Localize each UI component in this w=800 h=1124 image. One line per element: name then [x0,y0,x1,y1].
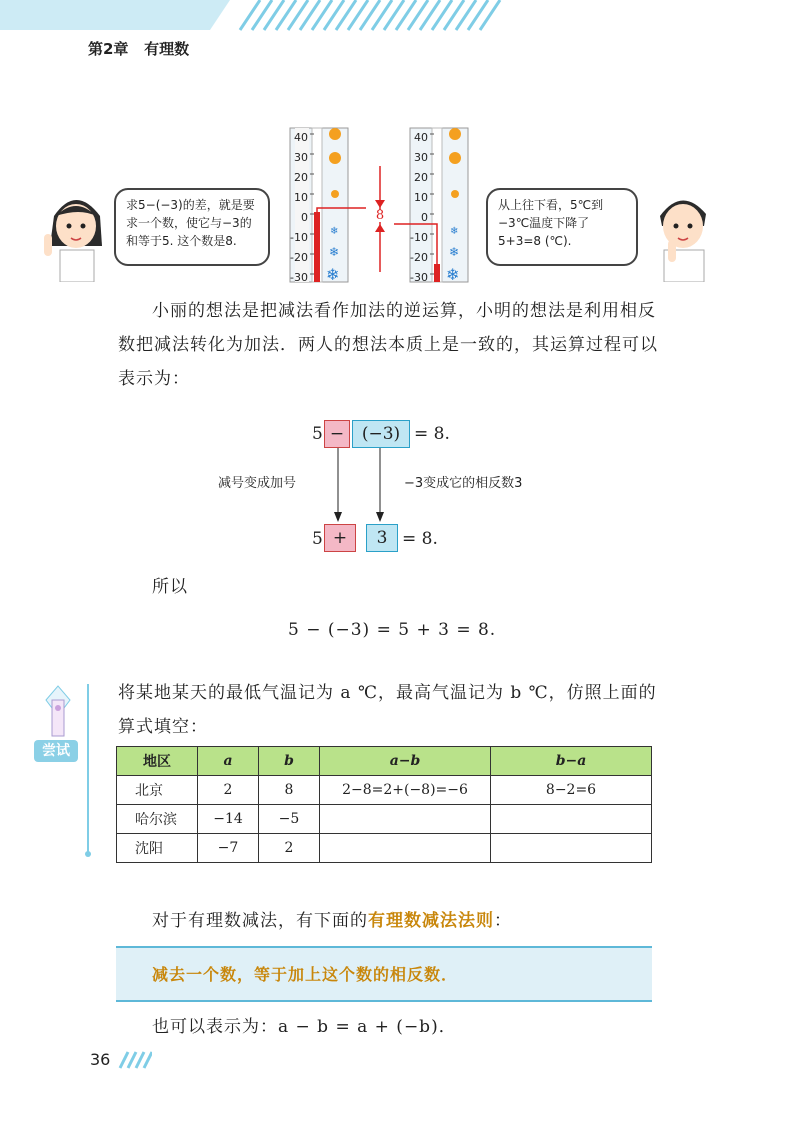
column-header: 地区 [117,747,198,776]
header-decoration [0,0,800,32]
rule-intro [152,904,662,938]
boy-avatar [646,186,720,282]
try-badge: 尝试 [34,740,78,762]
table-cell-blank[interactable] [320,834,491,863]
diagram-bottom-result: = 8. [402,529,438,549]
speech-bubble-girl [114,188,270,266]
table-cell-blank[interactable] [320,805,491,834]
scale-label: 20 [294,171,308,184]
table-row [117,805,652,834]
chapter-number: 第2章 [88,40,129,58]
scale-label: 0 [421,211,428,224]
scale-label: -20 [410,251,428,264]
chapter-title: 有理数 [144,40,190,58]
diagram-arrows [330,446,390,524]
diagram-bottom-five: 5 [312,529,323,549]
scale-label: 30 [294,151,308,164]
try-instruction: 将某地某天的最低气温记为 a ℃，最高气温记为 b ℃，仿照上面的算式填空： [118,683,657,737]
table-row [117,834,652,863]
scale-label: -10 [410,231,428,244]
snowflake-icon: ❄ [329,245,340,259]
paragraph-explanation: 小丽的想法是把减法看作加法的逆运算，小明的想法是利用相反数把减法转化为加法．两人的想法本质上是一致的，其运算过程可以表示为： [118,301,658,389]
rule-intro-suffix: ： [494,911,512,931]
thermometers [280,126,480,286]
page-number-stripes [118,1050,152,1070]
girl-avatar [40,186,112,282]
sun-icon [329,152,341,164]
bubble-text-boy: 从上往下看，5℃到−3℃温度下降了5+3=8 (℃). [498,198,604,248]
scale-label: -30 [410,271,428,284]
speech-bubble-boy [486,188,638,266]
table-cell: −14 [198,805,259,834]
scale-label: -20 [290,251,308,264]
bubble-text-girl: 求5−(−3)的差，就是要求一个数，使它与−3的和等于5. 这个数是8. [126,198,255,248]
scale-label: -30 [290,271,308,284]
page-number: 36 [90,1050,111,1069]
thermometer-illustration [280,126,480,286]
table-cell: −5 [259,805,320,834]
table-cell: 8 [259,776,320,805]
diagram-top-result: = 8. [414,424,450,444]
table-cell: 8−2=6 [491,776,652,805]
diagram-bottom-operand: 3 [366,524,398,552]
table-cell-blank[interactable] [491,834,652,863]
diagram-top-five: 5 [312,424,323,444]
gap-label: 8 [375,208,385,223]
column-header: a [198,747,259,776]
snowflake-icon: ❄ [450,226,459,237]
scale-labels-right [404,128,428,288]
snowflake-icon: ❄ [330,226,339,237]
column-header: a−b [320,747,491,776]
scale-label: -10 [290,231,308,244]
rule-intro-prefix: 对于有理数减法，有下面的 [152,911,368,931]
rule-text: 减去一个数，等于加上这个数的相反数． [152,965,459,984]
rule-name: 有理数减法法则 [368,911,494,931]
scale-label: 30 [414,151,428,164]
formula-line: 也可以表示为：a − b = a + (−b)． [152,1017,457,1037]
diagram-top-op: − [324,420,350,448]
sun-icon [329,128,341,140]
table-cell: −7 [198,834,259,863]
diagram-top-operand: (−3) [352,420,410,448]
scale-label: 10 [294,191,308,204]
snowflake-icon: ❄ [446,265,460,284]
try-side-decoration [26,680,96,860]
table-row [117,776,652,805]
scale-label: 40 [294,131,308,144]
sun-icon [331,190,339,198]
sun-icon [449,128,461,140]
chapter-header [88,38,189,59]
scale-label: 40 [414,131,428,144]
so-equation: 5 − (−3) = 5 + 3 = 8. [288,620,497,640]
diagram-bottom-op: + [324,524,356,552]
table-cell: 哈尔滨 [117,805,198,834]
scale-labels-left [284,128,308,288]
sun-icon [451,190,459,198]
table-cell: 2 [259,834,320,863]
diagram-right-note: −3变成它的相反数3 [404,476,523,491]
scale-label: 0 [301,211,308,224]
column-header: b−a [491,747,652,776]
so-label: 所以 [152,577,188,597]
sun-icon [449,152,461,164]
snowflake-icon: ❄ [449,245,460,259]
snowflake-icon: ❄ [326,265,340,284]
table-cell: 沈阳 [117,834,198,863]
scale-label: 10 [414,191,428,204]
table-cell-blank[interactable] [491,805,652,834]
column-header: b [259,747,320,776]
table-cell: 北京 [117,776,198,805]
table-cell: 2 [198,776,259,805]
diagram-left-note: 减号变成加号 [218,476,297,491]
table-header-row [117,747,652,776]
table-cell: 2−8=2+(−8)=−6 [320,776,491,805]
scale-label: 20 [414,171,428,184]
temperature-table [116,746,652,863]
